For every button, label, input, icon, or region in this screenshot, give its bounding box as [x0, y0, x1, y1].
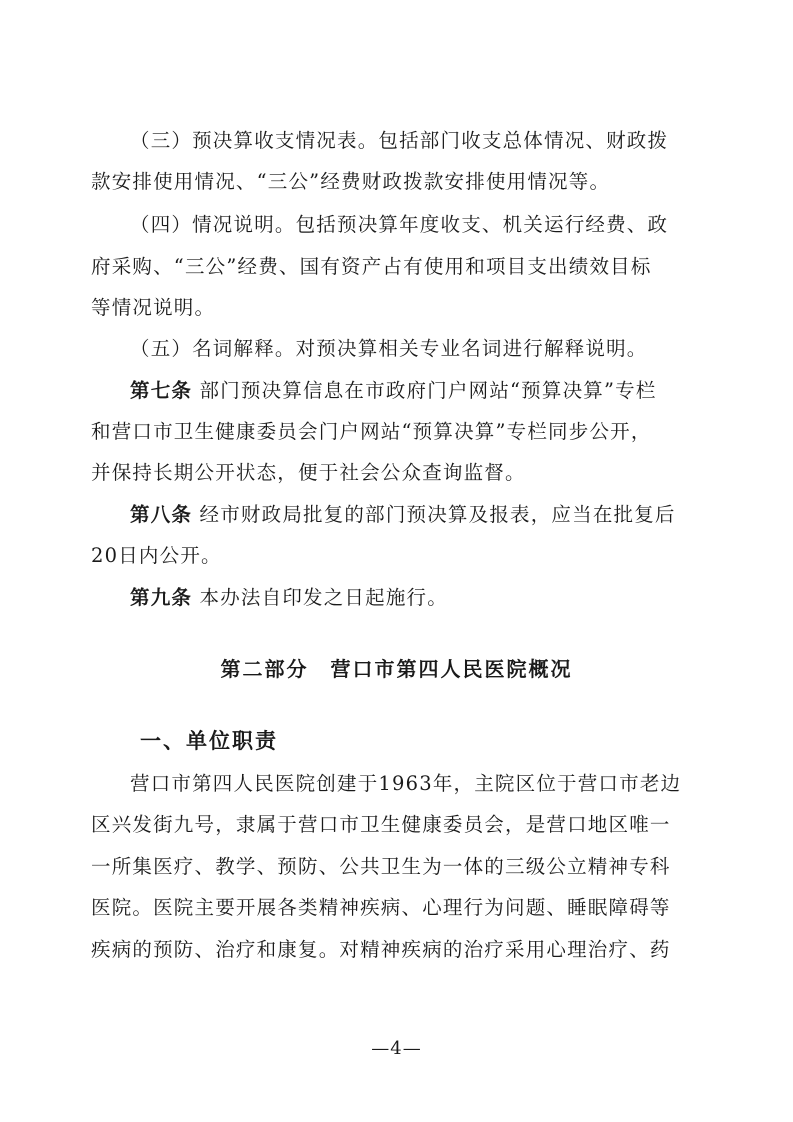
section1-title: 一、单位职责 — [140, 728, 278, 753]
article7-text: 部门预决算信息在市政府门户网站“预算决算”专栏 — [199, 379, 657, 402]
item5-line1: （五）名词解释。对预决算相关专业名词进行解释说明。 — [130, 337, 648, 360]
article8-text: 经市财政局批复的部门预决算及报表，应当在批复后 — [199, 503, 676, 526]
section1-para-line5: 疾病的预防、治疗和康复。对精神疾病的治疗采用心理治疗、药 — [91, 938, 671, 961]
part2-title: 第二部分 营口市第四人民医院概况 — [220, 657, 573, 681]
item3-line1: （三）预决算收支情况表。包括部门收支总体情况、财政拨 — [130, 129, 669, 152]
page-number: —4— — [371, 1038, 422, 1059]
article7-line3: 并保持长期公开状态，便于社会公众查询监督。 — [91, 461, 526, 484]
item4-line2: 府采购、“三公”经费、国有资产占有使用和项目支出绩效目标 — [91, 255, 652, 278]
item4-line1: （四）情况说明。包括预决算年度收支、机关运行经费、政 — [130, 213, 669, 236]
item3-line2: 款安排使用情况、“三公”经费财政拨款安排使用情况等。 — [91, 170, 611, 193]
article9-label: 第九条 — [130, 586, 193, 609]
article7-label: 第七条 — [130, 379, 193, 402]
section1-para-line1: 营口市第四人民医院创建于1963年，主院区位于营口市老边 — [130, 772, 682, 795]
article9-line1 — [130, 585, 711, 611]
article8-label: 第八条 — [130, 503, 193, 526]
section1-para-line4: 医院。医院主要开展各类精神疾病、心理行为问题、睡眠障碍等 — [91, 896, 671, 919]
section1-para-line2: 区兴发街九号，隶属于营口市卫生健康委员会，是营口地区唯一 — [91, 813, 671, 836]
article7-line1 — [130, 378, 711, 404]
section1-para-line3: 一所集医疗、教学、预防、公共卫生为一体的三级公立精神专科 — [91, 855, 671, 878]
item4-line3: 等情况说明。 — [91, 296, 216, 319]
article8-line2: 20日内公开。 — [91, 544, 222, 567]
article8-line1 — [130, 502, 711, 528]
article7-line2: 和营口市卫生健康委员会门户网站“预算决算”专栏同步公开， — [91, 420, 652, 443]
article9-text: 本办法自印发之日起施行。 — [199, 586, 448, 609]
